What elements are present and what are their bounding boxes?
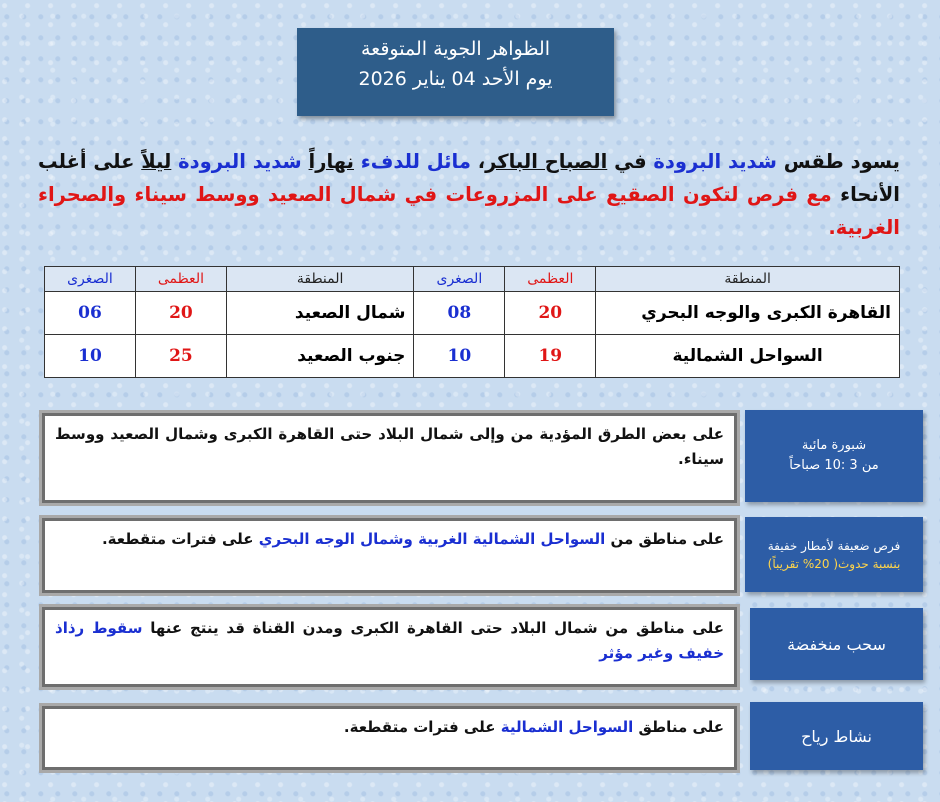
max-temp-cell: 20 bbox=[135, 292, 226, 335]
summary-text: ، bbox=[470, 150, 486, 173]
column-header: العظمى bbox=[505, 267, 596, 292]
min-temp-cell: 08 bbox=[414, 292, 505, 335]
label-title: نشاط رياح bbox=[801, 726, 872, 746]
phenomenon-desc-clouds bbox=[42, 607, 737, 687]
phenomenon-desc-rain bbox=[42, 518, 737, 593]
desc-highlight: سقوط رذاذ خفيف وغير مؤثر bbox=[55, 619, 724, 662]
max-temp-cell: 19 bbox=[505, 335, 596, 378]
desc-text: على مناطق من bbox=[605, 530, 724, 548]
column-header: العظمى bbox=[135, 267, 226, 292]
summary-highlight: شديد البرودة bbox=[178, 150, 302, 173]
summary-text bbox=[354, 150, 361, 173]
region-cell: القاهرة الكبرى والوجه البحري bbox=[596, 292, 900, 335]
phenomenon-label-wind bbox=[750, 702, 923, 770]
summary-warning: مع فرص لتكون الصقيع على المزروعات في شمال الصعيد ووسط سيناء والصحراء الغربية. bbox=[38, 183, 900, 239]
summary-highlight: شديد البرودة bbox=[653, 150, 777, 173]
region-cell: شمال الصعيد bbox=[226, 292, 414, 335]
phenomenon-label-clouds bbox=[750, 608, 923, 680]
summary-text bbox=[302, 150, 309, 173]
label-subtitle: من 3 :10 صباحاً bbox=[789, 458, 879, 473]
summary-highlight: مائل للدفء bbox=[360, 150, 471, 173]
phenomenon-label-rain bbox=[745, 517, 923, 592]
summary-underline: الصباح الباكر bbox=[485, 150, 608, 173]
summary-text: في bbox=[607, 150, 654, 173]
max-temp-cell: 20 bbox=[505, 292, 596, 335]
header-title-box bbox=[297, 28, 614, 116]
phenomenon-desc-wind bbox=[42, 706, 737, 770]
column-header: المنطقة bbox=[226, 267, 414, 292]
column-header: الصغرى bbox=[45, 267, 136, 292]
header-date: يوم الأحد 04 يناير 2026 bbox=[358, 68, 553, 90]
region-cell: السواحل الشمالية bbox=[596, 335, 900, 378]
desc-highlight: السواحل الشمالية الغربية وشمال الوجه البحري bbox=[258, 530, 606, 548]
label-subtitle: بنسبة حدوث( 20% تقريباً) bbox=[767, 556, 901, 571]
table-row bbox=[45, 292, 900, 335]
desc-text: على فترات متقطعة. bbox=[343, 718, 501, 736]
column-header: الصغرى bbox=[414, 267, 505, 292]
desc-text: على مناطق bbox=[633, 718, 724, 736]
header-title: الظواهر الجوية المتوقعة bbox=[361, 38, 550, 60]
table-row bbox=[45, 335, 900, 378]
phenomenon-desc-fog bbox=[42, 413, 737, 503]
region-cell: جنوب الصعيد bbox=[226, 335, 414, 378]
summary-underline: نهاراً bbox=[308, 150, 354, 173]
phenomenon-label-fog bbox=[745, 410, 923, 502]
summary-underline: ليلاً bbox=[141, 150, 172, 173]
min-temp-cell: 10 bbox=[45, 335, 136, 378]
temperature-table bbox=[44, 266, 900, 378]
label-title: فرص ضعيفة لأمطار خفيفة bbox=[767, 538, 901, 553]
desc-text: على مناطق من شمال البلاد حتى القاهرة الكبرى ومدن القناة قد ينتج عنها bbox=[142, 619, 724, 637]
min-temp-cell: 06 bbox=[45, 292, 136, 335]
column-header: المنطقة bbox=[596, 267, 900, 292]
weather-summary bbox=[38, 145, 900, 244]
min-temp-cell: 10 bbox=[414, 335, 505, 378]
label-title: سحب منخفضة bbox=[787, 634, 886, 654]
desc-highlight: السواحل الشمالية bbox=[500, 718, 634, 736]
max-temp-cell: 25 bbox=[135, 335, 226, 378]
desc-text: على بعض الطرق المؤدية من وإلى شمال البلاد حتى القاهرة الكبرى وشمال الصعيد ووسط سيناء. bbox=[55, 425, 724, 468]
desc-text: على فترات متقطعة. bbox=[101, 530, 259, 548]
table-header-row bbox=[45, 267, 900, 292]
summary-text: يسود طقس bbox=[776, 150, 900, 173]
label-title: شبورة مائية bbox=[801, 438, 867, 453]
summary-text: على أغلب الأنحاء bbox=[38, 150, 900, 206]
